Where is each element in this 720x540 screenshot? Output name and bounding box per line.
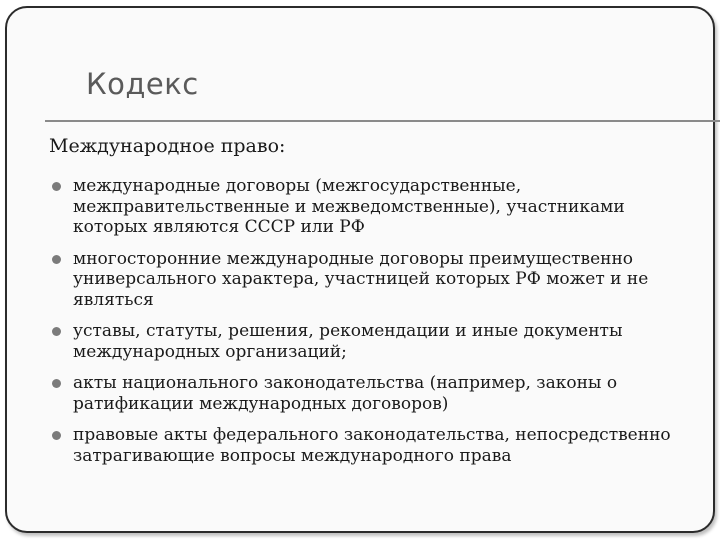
bullet-list (49, 176, 699, 477)
bullet-icon (52, 182, 61, 191)
list-item (49, 176, 699, 238)
bullet-icon (52, 431, 61, 440)
list-item-text: акты национального законодательства (например, законы о ратификации международных договоров) (73, 373, 618, 414)
list-item (49, 425, 699, 466)
title-divider (45, 120, 720, 122)
bullet-icon (52, 327, 61, 336)
list-item-text: уставы, статуты, решения, рекомендации и иные документы международных организаций; (73, 321, 623, 362)
list-item (49, 321, 699, 362)
list-item-text: международные договоры (межгосударственные, межправительственные и межведомственные), участниками которых являются СССР или РФ (73, 176, 625, 237)
bullet-icon (52, 379, 61, 388)
list-item (49, 373, 699, 414)
list-item-text: многосторонние международные договоры преимущественно универсального характера, участницей которых РФ может и не являться (73, 248, 649, 310)
list-item (49, 249, 699, 311)
bullet-icon (52, 255, 61, 264)
slide-title: Кодекс (86, 67, 199, 101)
list-item-text: правовые акты федерального законодательства, непосредственно затрагивающие вопросы международного права (73, 425, 671, 466)
section-heading: Международное право: (49, 135, 286, 157)
slide-frame (5, 6, 715, 533)
